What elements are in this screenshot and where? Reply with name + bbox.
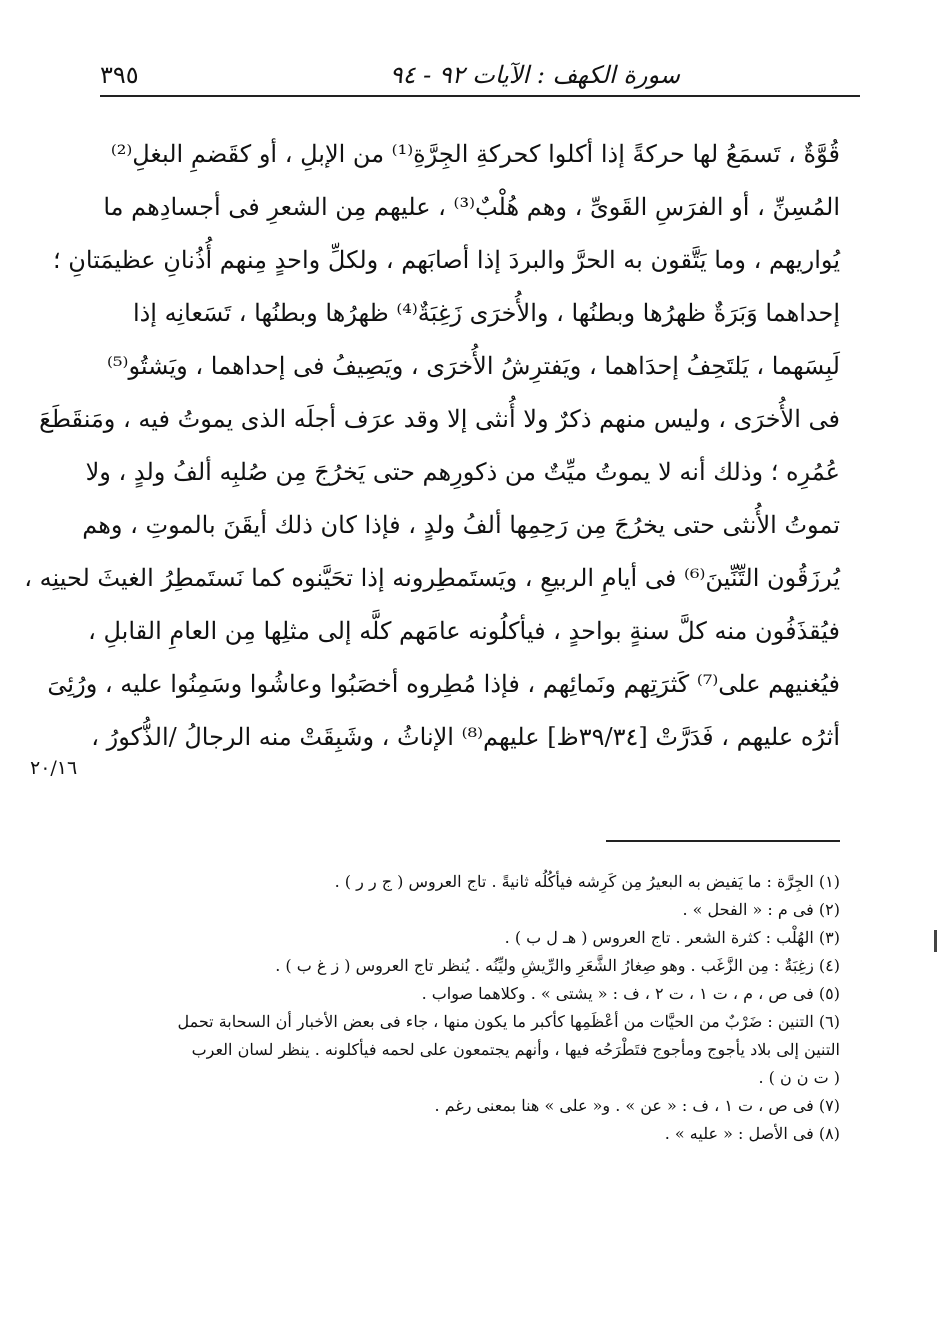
footnote-2: (٢) فى م : « الفحل » .	[682, 900, 840, 919]
text-line: أثرُه عليهم ، فَدَرَّتْ [٣٩/٣٤ظ] عليهم⁽⁸⁾ الإناثُ ، وشَبِقَتْ منه الرجالُ /الذُّكورُ ،	[91, 723, 840, 751]
footnote-6-continued: ( ت ن ن ) .	[758, 1068, 840, 1087]
footnote-4: (٤) زغِبَةٌ : مِن الزَّغَب . وهو صِغارُ الشَّعَرِ والرِّيشِ وليِّنُه . يُنظر تاج العروس ( ز غ ب ) .	[275, 956, 840, 975]
text-line: تموتُ الأُنثى حتى يخرُجَ مِن رَحِمِها ألفُ ولدٍ ، فإذا كان ذلك أيقَنَ بالموتِ ، وهم	[82, 511, 840, 539]
running-header	[100, 55, 860, 97]
text-line: عُمُرِه ؛ وذلك أنه لا يموتُ ميِّتٌ من ذكورِهم حتى يَخرُجَ مِن صُلبِه ألفُ ولدٍ ، ولا	[85, 458, 840, 486]
main-text	[24, 128, 840, 764]
footnotes	[120, 868, 840, 1148]
text-line: إحداهما وَبَرَةٌ ظهرُها وبطنُها ، والأُخرَى زَغِبَةٌ⁽⁴⁾ ظهرُها وبطنُها ، تَسَعانِه إذا	[132, 299, 840, 327]
margin-mark	[934, 930, 937, 952]
text-line: قُوَّةٌ ، تَسمَعُ لها حركةً إذا أكلوا كحركةِ الجِرَّةِ⁽¹⁾ من الإبلِ ، أو كقَضمِ البغلِ⁽²⁾	[110, 140, 840, 168]
page-title: سورة الكهف : الآيات ٩٢ - ٩٤	[389, 61, 680, 89]
footnote-6-continued: التنين إلى بلاد يأجوج ومأجوج فتَطْرَحُه فيها ، وأنهم يجتمعون على لحمه فيأكلونه . ينظر لسان العرب	[191, 1040, 840, 1059]
page-number: ٣٩٥	[100, 61, 139, 89]
text-line: يُواريهم ، وما يَتَّقون به الحرَّ والبردَ إذا أصابَهم ، ولكلِّ واحدٍ مِنهم أُذُنانِ عظيمَتانِ ؛	[53, 246, 840, 274]
footnote-3: (٣) الهُلْب : كثرة الشعر . تاج العروس ( هـ ل ب ) .	[504, 928, 840, 947]
margin-reference: ٢٠/١٦	[30, 757, 78, 779]
text-line: فيُغنيهم على⁽⁷⁾ كَثرَتِهم ونَمائِهم ، فإذا مُطِروه أخصَبُوا وعاشُوا وسَمِنُوا عليه ، ورُئِىَ	[47, 670, 840, 698]
footnote-8: (٨) فى الأصل : « عليه » .	[664, 1124, 840, 1143]
footnote-divider	[606, 840, 840, 842]
text-line: يُرزَقُون التِّنِّينَ⁽⁶⁾ فى أيامِ الربيعِ ، ويَستَمطِرونه إذا تحَيَّنوه كما نَستَمطِرُ الغيثَ لحينِه ،	[24, 564, 840, 592]
text-line: فيُقذَفُون منه كلَّ سنةٍ بواحدٍ ، فيأكلُونه عامَهم كلَّه إلى مثلِها مِن العامِ القابلِ ،	[88, 617, 840, 645]
footnote-5: (٥) فى ص ، م ، ت ١ ، ت ٢ ، ف : « يشتى » . وكلاهما صواب .	[421, 984, 840, 1003]
text-line: فى الأُخرَى ، وليس منهم ذكرٌ ولا أُنثى إلا وقد عرَف أجلَه الذى يموتُ فيه ، ومَنقَطَعَ	[39, 405, 840, 433]
footnote-7: (٧) فى ص ، ت ١ ، ف : « عن » . و« على » هنا بمعنى رغم .	[434, 1096, 840, 1115]
text-line: لَبِسَهما ، يَلتَحِفُ إحدَاهما ، ويَفترِشُ الأُخرَى ، ويَصِيفُ فى إحداهما ، ويَشتُو⁽⁵⁾	[107, 352, 840, 380]
footnote-1: (١) الجِرَّة : ما يَفيض به البعيرُ مِن كَرِشه فيأكُلُه ثانيةً . تاج العروس ( ج ر ر ) .	[334, 872, 840, 891]
footnote-6: (٦) التنين : ضَرْبٌ من الحيَّات من أعْظَمِها كأكبر ما يكون منها ، جاء فى بعض الأخبار أن السحابة تحمل	[177, 1012, 840, 1031]
text-line: المُسِنِّ ، أو الفرَسِ القَوىِّ ، وهم هُلْبٌ⁽³⁾ ، عليهم مِن الشعرِ فى أجسادِهم ما	[103, 193, 840, 221]
